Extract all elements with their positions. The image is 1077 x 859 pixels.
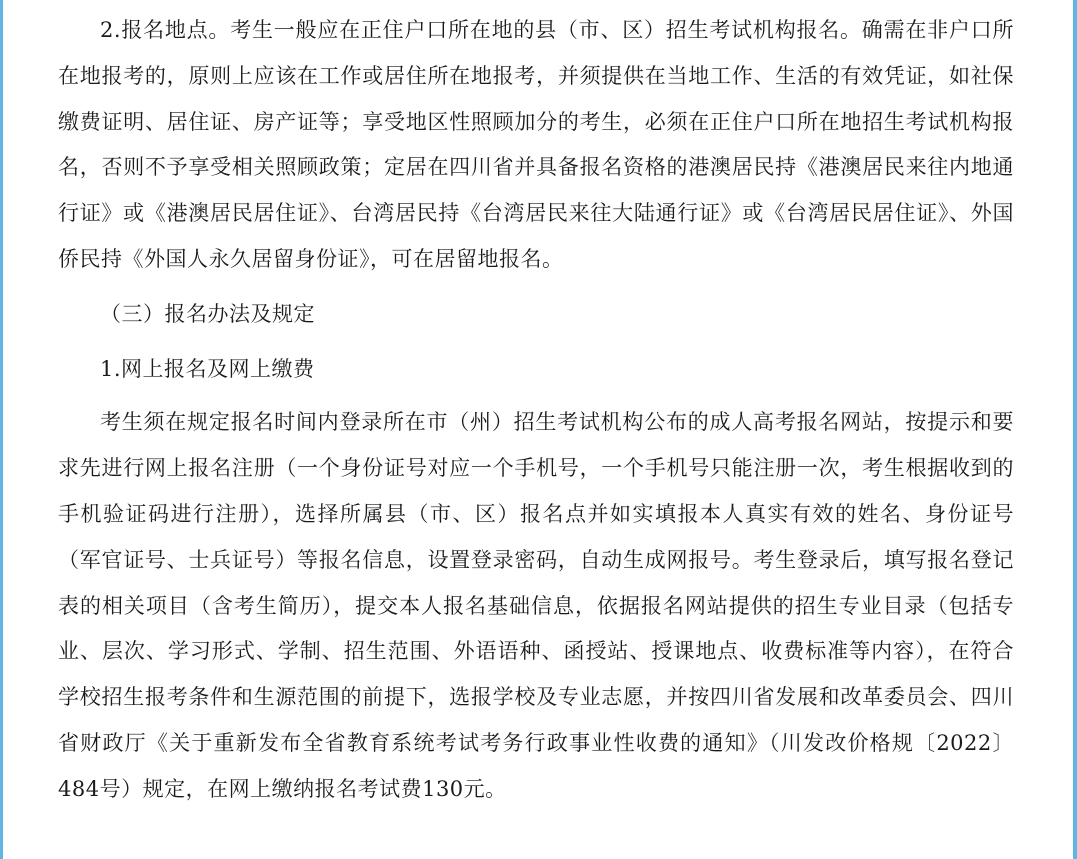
paragraph-online-registration-details: 考生须在规定报名时间内登录所在市（州）招生考试机构公布的成人高考报名网站，按提示和要求先进行网上报名注册（一个身份证号对应一个手机号，一个手机号只能注册一次，考生根据收到的手机验证码进行注册），选择所属县（市、区）报名点并如实填报本人真实有效的姓名、身份证号（军官证号、士兵证号）等报名信息，设置登录密码，自动生成网报号。考生登录后，填写报名登记表的相关项目（含考生简历），提交本人报名基础信息，依据报名网站提供的招生专业目录（包括专业、层次、学习形式、学制、招生范围、外语语种、函授站、授课地点、收费标准等内容），在符合学校招生报考条件和生源范围的前提下，选报学校及专业志愿，并按四川省发展和改革委员会、四川省财政厅《关于重新发布全省教育系统考试考务行政事业性收费的通知》（川发改价格规〔2022〕484号）规定，在网上缴纳报名考试费130元。	[58, 410, 1014, 801]
left-frame-border	[0, 0, 3, 859]
document-body	[58, 8, 1014, 813]
right-frame-border	[1073, 0, 1077, 859]
section-heading-registration-methods: （三）报名办法及规定	[100, 301, 315, 326]
subheading-online-registration: 1.网上报名及网上缴费	[100, 356, 315, 381]
paragraph-registration-location: 2.报名地点。考生一般应在正住户口所在地的县（市、区）招生考试机构报名。确需在非户口所在地报考的，原则上应该在工作或居住所在地报考，并须提供在当地工作、生活的有效凭证，如社保缴费证明、居住证、房产证等；享受地区性照顾加分的考生，必须在正住户口所在地招生考试机构报名，否则不予享受相关照顾政策；定居在四川省并具备报名资格的港澳居民持《港澳居民来往内地通行证》或《港澳居民居住证》、台湾居民持《台湾居民来往大陆通行证》或《台湾居民居住证》、外国侨民持《外国人永久居留身份证》，可在居留地报名。	[58, 18, 1014, 271]
